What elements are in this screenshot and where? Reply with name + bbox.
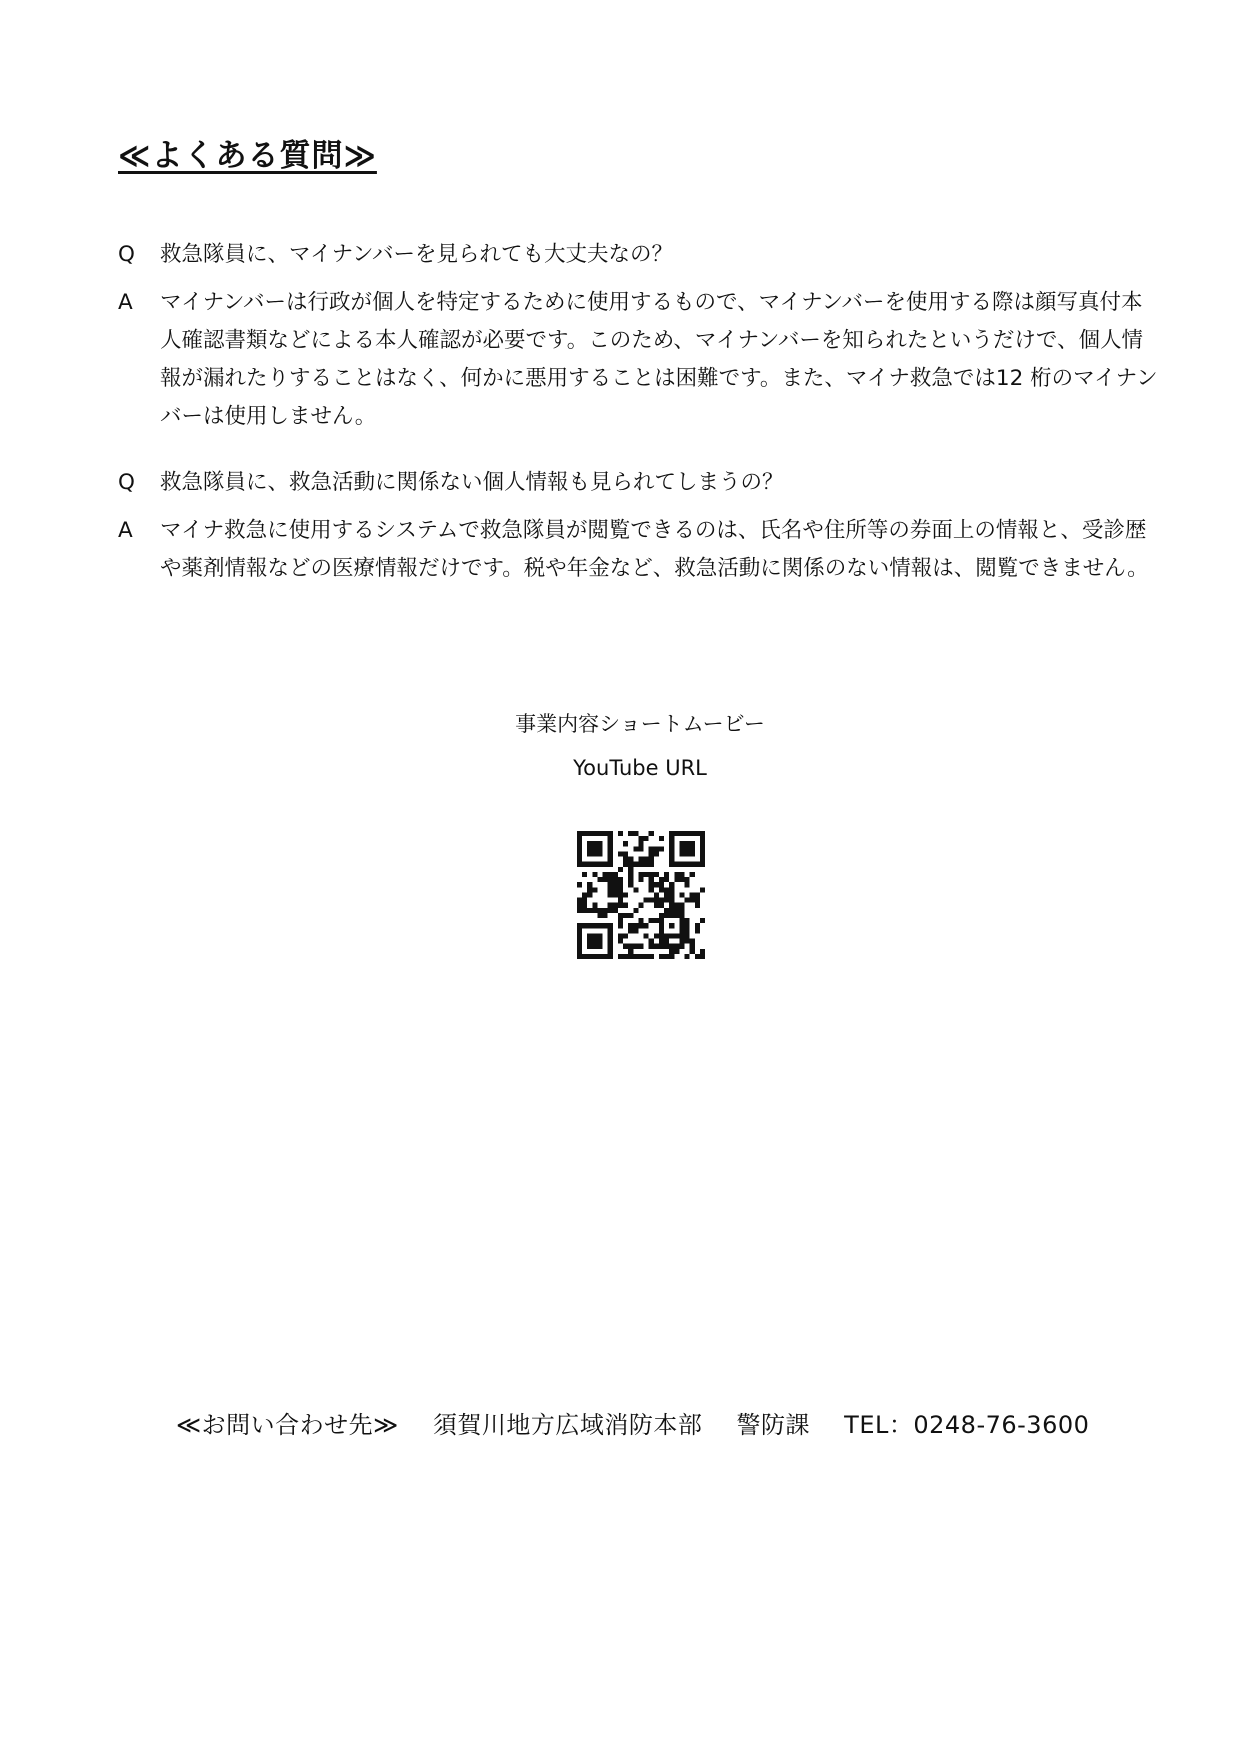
answer-text: マイナンバーは行政が個人を特定するために使用するもので、マイナンバーを使用する際は顔写真付本人確認書類などによる本人確認が必要です。このため、マイナンバーを知られたというだけで、個人情報が漏れたりすることはなく、何かに悪用することは困難です。また、マイナ救急では12 桁のマイナンバーは使用しません。	[160, 290, 1158, 429]
faq-heading: ≪よくある質問≫	[118, 138, 377, 174]
qr-code-icon[interactable]	[577, 831, 705, 959]
answer-mark-label: A	[118, 518, 133, 543]
contact-line	[176, 1405, 1089, 1440]
contact-department: 警防課	[736, 1411, 811, 1439]
contact-label: ≪お問い合わせ先≫	[176, 1411, 399, 1439]
answer-text: マイナ救急に使用するシステムで救急隊員が閲覧できるのは、氏名や住所等の券面上の情報と、受診歴や薬剤情報などの医療情報だけです。税や年金など、救急活動に関係のない情報は、閲覧できません。	[160, 518, 1149, 581]
faq-answer	[118, 284, 1158, 436]
question-mark-label: Q	[118, 470, 135, 495]
youtube-url-label: YouTube URL	[573, 756, 707, 780]
faq-item-1	[118, 236, 1158, 436]
question-text: 救急隊員に、マイナンバーを見られても大丈夫なの？	[160, 242, 673, 267]
question-text: 救急隊員に、救急活動に関係ない個人情報も見られてしまうの？	[160, 470, 784, 495]
answer-mark-label: A	[118, 290, 133, 315]
faq-answer	[118, 512, 1158, 588]
faq-question	[118, 236, 1158, 274]
faq-item-2	[118, 464, 1158, 588]
question-mark-label: Q	[118, 242, 135, 267]
faq-question	[118, 464, 1158, 502]
contact-tel: TEL：0248-76-3600	[844, 1411, 1090, 1439]
contact-organization: 須賀川地方広域消防本部	[432, 1411, 703, 1439]
movie-title: 事業内容ショートムービー	[515, 712, 765, 736]
